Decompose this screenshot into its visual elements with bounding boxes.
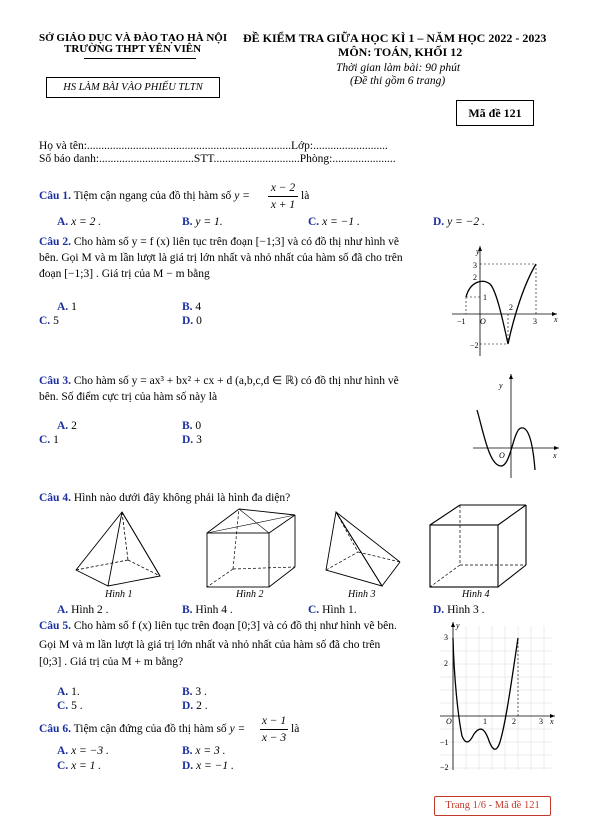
q5-option-d[interactable]: D. 2 . <box>182 700 208 712</box>
question-2-line1: Câu 2. Cho hàm số y = f (x) liên tục trên đoạn [−1;3] và có đồ thị như hình vẽ <box>39 236 399 248</box>
figure-hinh-3 <box>322 508 404 592</box>
dept-name: SỞ GIÁO DỤC VÀ ĐÀO TẠO HÀ NỘI <box>39 32 228 44</box>
exam-time: Thời gian làm bài: 90 phút <box>336 62 461 74</box>
q2-option-d[interactable]: D. 0 <box>182 315 202 327</box>
q2-tick-n2: −2 <box>470 341 479 350</box>
student-id-line: Số báo danh:.................................STT..............................Phòng:...................... <box>39 153 396 165</box>
q2-tick-x3: 3 <box>533 317 537 326</box>
q5-y-label: y <box>456 621 460 630</box>
q2-tick-1: 1 <box>483 293 487 302</box>
q5-graph <box>440 618 560 772</box>
q4-option-b[interactable]: B. Hình 4 . <box>182 604 233 616</box>
caption-hinh-3: Hình 3 <box>348 589 376 600</box>
instruction-box: HS LÀM BÀI VÀO PHIẾU TLTN <box>46 77 220 98</box>
q2-tick-x2: 2 <box>509 303 513 312</box>
question-5-line2: Gọi M và m lần lượt là giá trị lớn nhất và nhỏ nhất của hàm số đã cho trên <box>39 639 381 651</box>
question-6-func: y = <box>229 723 246 735</box>
q4-option-c[interactable]: C. Hình 1. <box>308 604 357 616</box>
figure-hinh-4 <box>428 503 528 589</box>
q3-curve <box>477 410 535 470</box>
question-5-line3: [0;3] . Giá trị của M + m bằng? <box>39 656 184 668</box>
question-1-fraction-bar <box>268 196 298 197</box>
q2-x-label: x <box>554 315 558 324</box>
q2-origin: O <box>480 317 486 326</box>
q2-y-label: y <box>476 247 480 256</box>
q3-graph <box>473 370 563 480</box>
q6-option-d[interactable]: D. x = −1 . <box>182 760 234 772</box>
question-1-denominator: x + 1 <box>270 199 296 211</box>
q1-option-a[interactable]: A. x = 2 . <box>57 216 102 228</box>
question-6-label: Câu 6. <box>39 723 71 735</box>
q3-origin: O <box>499 451 505 460</box>
page-footer: Trang 1/6 - Mã đề 121 <box>434 796 551 816</box>
q5-origin: O <box>446 717 452 726</box>
question-1-label: Câu 1. <box>39 190 71 202</box>
figure-hinh-1 <box>72 510 172 592</box>
question-6-text: Tiệm cận đứng của đồ thị hàm số <box>73 723 227 735</box>
question-5-line1: Câu 5. Cho hàm số f (x) liên tục trên đoạn [0;3] và có đồ thị như hình vẽ bên. <box>39 620 397 632</box>
q2-option-b[interactable]: B. 4 <box>182 301 202 313</box>
q4-option-a[interactable]: A. Hình 2 . <box>57 604 109 616</box>
question-1-numerator: x − 2 <box>270 182 296 194</box>
q5-tick-x2: 2 <box>512 717 516 726</box>
question-6-numerator: x − 1 <box>261 715 287 727</box>
caption-hinh-1: Hình 1 <box>105 589 133 600</box>
q3-option-d[interactable]: D. 3 <box>182 434 202 446</box>
q4-option-d[interactable]: D. Hình 3 . <box>433 604 485 616</box>
figure-hinh-2 <box>205 505 297 591</box>
q5-tick-x1: 1 <box>483 717 487 726</box>
exam-title: ĐỀ KIỂM TRA GIỮA HỌC KÌ 1 – NĂM HỌC 2022 - 2023 <box>243 31 547 45</box>
question-4: Câu 4. Hình nào dưới đây không phải là hình đa diện? <box>39 492 291 504</box>
q5-curve <box>453 638 518 749</box>
question-6-tail: là <box>291 723 300 735</box>
exam-subject: MÔN: TOÁN, KHỐI 12 <box>338 45 463 59</box>
q3-x-label: x <box>553 451 557 460</box>
q5-option-b[interactable]: B. 3 . <box>182 686 207 698</box>
exam-code-box: Mã đề 121 <box>456 100 534 126</box>
question-6-denominator: x − 3 <box>261 732 287 744</box>
q2-option-a[interactable]: A. 1 <box>57 301 77 313</box>
question-6-fraction-bar <box>260 729 288 730</box>
q1-option-c[interactable]: C. x = −1 . <box>308 216 360 228</box>
question-1-text: Tiệm cận ngang của đồ thị hàm số <box>73 190 232 202</box>
question-3-line2: bên. Số điểm cực trị của hàm số này là <box>39 391 218 403</box>
q5-option-a[interactable]: A. 1. <box>57 686 80 698</box>
q3-option-b[interactable]: B. 0 <box>182 420 202 432</box>
q2-tick-n1: −1 <box>457 317 466 326</box>
student-name-line: Họ và tên:.......................................................................Lớp:.......................... <box>39 140 388 152</box>
q3-option-c[interactable]: C. 1 <box>39 434 59 446</box>
school-underline <box>84 58 196 59</box>
question-3-line1: Câu 3. Cho hàm số y = ax³ + bx² + cx + d (a,b,c,d ∈ ℝ) có đồ thị như hình vẽ <box>39 375 399 387</box>
q5-tick-yn2: −2 <box>440 763 449 772</box>
question-1 <box>39 189 250 203</box>
question-1-func: y = <box>234 190 250 202</box>
q6-option-c[interactable]: C. x = 1 . <box>57 760 102 772</box>
q3-y-label: y <box>499 381 503 390</box>
question-2-line3: đoạn [−1;3] . Giá trị của M − m bằng <box>39 268 210 280</box>
question-6 <box>39 722 245 736</box>
question-2-line2: bên. Gọi M và m lần lượt là giá trị lớn nhất và nhỏ nhất của hàm số đã cho trên <box>39 252 403 264</box>
q6-option-a[interactable]: A. x = −3 . <box>57 745 109 757</box>
q2-option-c[interactable]: C. 5 <box>39 315 59 327</box>
q1-option-b[interactable]: B. y = 1. <box>182 216 223 228</box>
caption-hinh-4: Hình 4 <box>462 589 490 600</box>
q5-tick-y2: 2 <box>444 659 448 668</box>
q1-option-d[interactable]: D. y = −2 . <box>433 216 485 228</box>
q5-x-label: x <box>550 717 554 726</box>
q5-tick-y3: 3 <box>444 633 448 642</box>
q3-option-a[interactable]: A. 2 <box>57 420 77 432</box>
exam-pages: (Đề thi gồm 6 trang) <box>350 75 446 87</box>
q6-option-b[interactable]: B. x = 3 . <box>182 745 226 757</box>
q5-tick-x3: 3 <box>539 717 543 726</box>
q2-graph <box>452 244 562 358</box>
q5-option-c[interactable]: C. 5 . <box>57 700 83 712</box>
q2-tick-3: 3 <box>473 261 477 270</box>
school-name: TRƯỜNG THPT YÊN VIÊN <box>64 43 202 55</box>
q5-tick-yn1: −1 <box>440 738 449 747</box>
caption-hinh-2: Hình 2 <box>236 589 264 600</box>
question-1-tail: là <box>301 190 310 202</box>
q2-tick-2: 2 <box>473 273 477 282</box>
